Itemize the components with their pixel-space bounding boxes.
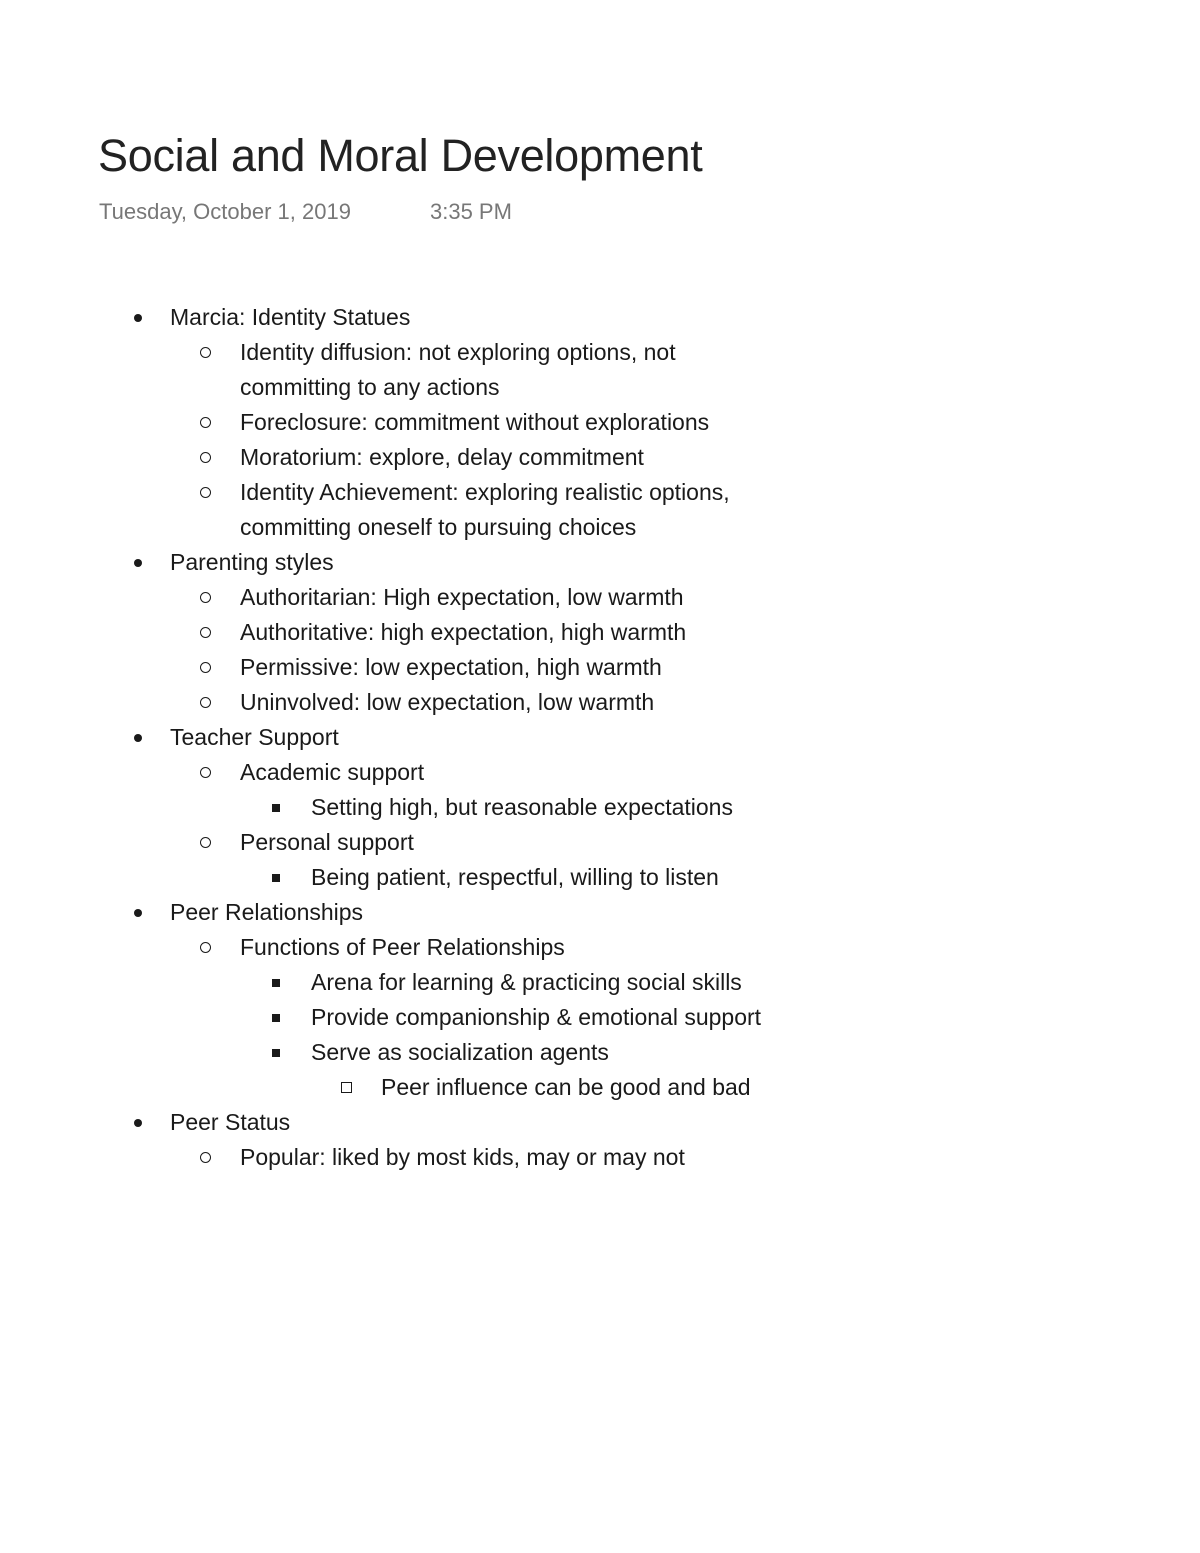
bullet-circle-icon [195,615,215,650]
outline-item-level-1: Parenting styles [170,545,770,580]
bullet-circle-icon [195,580,215,615]
outline-item-level-3: Being patient, respectful, willing to listen [311,860,771,895]
outline-item-level-2: Uninvolved: low expectation, low warmth [240,685,770,720]
outline-item-level-2: Academic support [240,755,770,790]
bullet-circle-icon [195,440,215,475]
outline-item-level-2: Popular: liked by most kids, may or may not [240,1140,770,1175]
bullet-circle-icon [195,930,215,965]
bullet-square-icon [266,965,286,1000]
bullet-dot-icon [128,1105,148,1140]
bullet-dot-icon-shape [134,1119,142,1127]
outline-item-level-1: Peer Status [170,1105,770,1140]
bullet-circle-icon-shape [200,662,211,673]
bullet-square-icon-shape [272,874,280,882]
outline-item-level-1: Marcia: Identity Statues [170,300,770,335]
outline-item-level-2: Personal support [240,825,770,860]
bullet-circle-icon-shape [200,767,211,778]
bullet-square-icon-shape [272,979,280,987]
outline-item-level-4: Peer influence can be good and bad [381,1070,771,1105]
outline-item-level-2: Moratorium: explore, delay commitment [240,440,770,475]
outline-item-level-2: Identity Achievement: exploring realistic options, committing oneself to pursuing choices [240,475,770,545]
bullet-circle-icon [195,1140,215,1175]
bullet-circle-icon-shape [200,942,211,953]
bullet-circle-icon [195,405,215,440]
bullet-square-icon [266,1000,286,1035]
bullet-dot-icon-shape [134,559,142,567]
bullet-circle-icon-shape [200,347,211,358]
note-time: 3:35 PM [430,199,512,224]
bullet-square-icon-shape [272,1049,280,1057]
bullet-circle-icon [195,335,215,370]
outline-item-level-2: Identity diffusion: not exploring options, not committing to any actions [240,335,770,405]
outline-item-level-1: Peer Relationships [170,895,770,930]
bullet-circle-icon-shape [200,417,211,428]
bullet-dot-icon [128,300,148,335]
bullet-circle-icon-shape [200,1152,211,1163]
bullet-circle-icon [195,825,215,860]
outline-item-level-2: Permissive: low expectation, high warmth [240,650,770,685]
outline-item-level-1: Teacher Support [170,720,770,755]
bullet-square-icon-shape [272,1014,280,1022]
bullet-circle-icon-shape [200,697,211,708]
outline-list [0,300,1200,1175]
bullet-circle-icon-shape [200,452,211,463]
bullet-dot-icon [128,545,148,580]
bullet-circle-icon-shape [200,627,211,638]
outline-item-level-2: Authoritarian: High expectation, low warmth [240,580,770,615]
bullet-circle-icon-shape [200,837,211,848]
bullet-dot-icon-shape [134,314,142,322]
bullet-circle-icon [195,685,215,720]
page-title: Social and Moral Development [98,130,703,181]
outline-item-level-2: Foreclosure: commitment without explorations [240,405,770,440]
bullet-dot-icon-shape [134,734,142,742]
outline-item-level-3: Setting high, but reasonable expectations [311,790,771,825]
bullet-circle-icon [195,755,215,790]
bullet-dot-icon-shape [134,909,142,917]
bullet-circle-icon-shape [200,592,211,603]
bullet-circle-icon [195,650,215,685]
note-meta [99,199,512,225]
bullet-square-icon [266,790,286,825]
note-date: Tuesday, October 1, 2019 [99,199,351,224]
outline-item-level-3: Arena for learning & practicing social skills [311,965,771,1000]
outline-item-level-2: Functions of Peer Relationships [240,930,770,965]
bullet-square-icon [266,1035,286,1070]
bullet-circle-icon [195,475,215,510]
bullet-box-icon-shape [341,1082,352,1093]
bullet-box-icon [336,1070,356,1105]
bullet-square-icon-shape [272,804,280,812]
bullet-dot-icon [128,720,148,755]
outline-item-level-2: Authoritative: high expectation, high warmth [240,615,770,650]
outline-item-level-3: Serve as socialization agents [311,1035,771,1070]
bullet-circle-icon-shape [200,487,211,498]
outline-item-level-3: Provide companionship & emotional support [311,1000,771,1035]
bullet-dot-icon [128,895,148,930]
bullet-square-icon [266,860,286,895]
